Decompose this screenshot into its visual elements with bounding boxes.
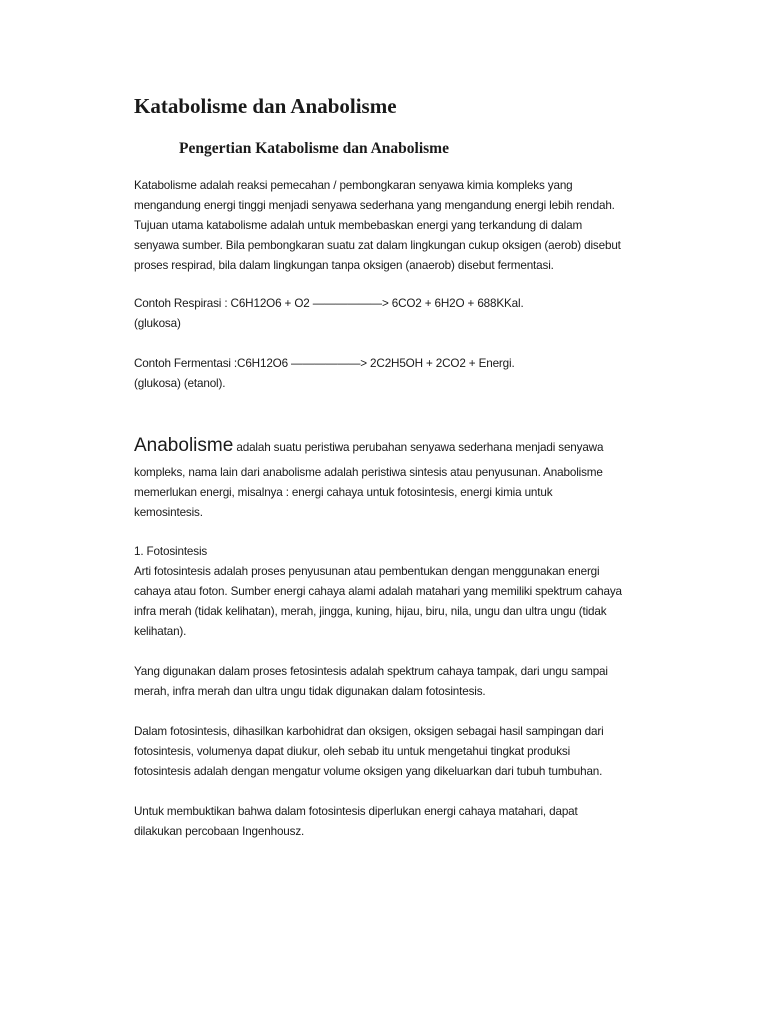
anabolisme-first-line — [134, 431, 654, 463]
anabolisme-paragraph — [134, 431, 654, 523]
ingenhousz-paragraph — [134, 802, 654, 842]
text-line: fotosintesis adalah dengan mengatur volume oksigen yang dikeluarkan dari tubuh tumbuhan. — [134, 765, 603, 778]
section-subtitle: Pengertian Katabolisme dan Anabolisme — [179, 140, 449, 157]
anabolisme-heading-word: Anabolisme — [134, 435, 234, 456]
fermentasi-equation: Contoh Fermentasi :C6H12O6 ——————> 2C2H5OH + 2CO2 + Energi. — [134, 357, 515, 370]
text-line: proses respirad, bila dalam lingkungan tanpa oksigen (anaerob) disebut fermentasi. — [134, 259, 554, 272]
text-line: infra merah (tidak kelihatan), merah, jingga, kuning, hijau, biru, nila, ungu dan ultra ungu (tidak — [134, 605, 607, 618]
fermentasi-label: (glukosa) (etanol). — [134, 377, 226, 390]
text-line: Arti fotosintesis adalah proses penyusunan atau pembentukan dengan menggunakan energi — [134, 565, 600, 578]
text-line: memerlukan energi, misalnya : energi cahaya untuk fotosintesis, energi kimia untuk — [134, 486, 553, 499]
text-line: kelihatan). — [134, 625, 187, 638]
text-line: Dalam fotosintesis, dihasilkan karbohidrat dan oksigen, oksigen sebagai hasil sampingan dari — [134, 725, 604, 738]
katabolisme-paragraph — [134, 176, 654, 276]
text-line: mengandung energi tinggi menjadi senyawa sederhana yang mengandung energi lebih rendah. — [134, 199, 615, 212]
text-line: kemosintesis. — [134, 506, 203, 519]
respirasi-equation: Contoh Respirasi : C6H12O6 + O2 ——————> 6CO2 + 6H2O + 688KKal. — [134, 297, 524, 310]
text-line: merah, infra merah dan ultra ungu tidak digunakan dalam fotosintesis. — [134, 685, 486, 698]
text-line: Untuk membuktikan bahwa dalam fotosintesis diperlukan energi cahaya matahari, dapat — [134, 805, 578, 818]
text-line: kompleks, nama lain dari anabolisme adalah peristiwa sintesis atau penyusunan. Anabolisme — [134, 466, 603, 479]
text-line: Katabolisme adalah reaksi pemecahan / pembongkaran senyawa kimia kompleks yang — [134, 179, 573, 192]
text-line: senyawa sumber. Bila pembongkaran suatu zat dalam lingkungan cukup oksigen (aerob) disebut — [134, 239, 621, 252]
spektrum-paragraph — [134, 662, 654, 702]
text-line: Tujuan utama katabolisme adalah untuk membebaskan energi yang terkandung di dalam — [134, 219, 583, 232]
karbohidrat-paragraph — [134, 722, 654, 782]
respirasi-example — [134, 294, 654, 334]
fermentasi-example — [134, 354, 654, 394]
text-line: fotosintesis, volumenya dapat diukur, oleh sebab itu untuk mengetahui tingkat produksi — [134, 745, 571, 758]
text-line: dilakukan percobaan Ingenhousz. — [134, 825, 305, 838]
page-title: Katabolisme dan Anabolisme — [134, 94, 397, 118]
fotosintesis-heading: 1. Fotosintesis — [134, 545, 208, 558]
respirasi-label: (glukosa) — [134, 317, 181, 330]
fotosintesis-section — [134, 542, 654, 642]
text-line: Yang digunakan dalam proses fetosintesis adalah spektrum cahaya tampak, dari ungu sampai — [134, 665, 608, 678]
anabolisme-first-line-text: adalah suatu peristiwa perubahan senyawa sederhana menjadi senyawa — [233, 441, 604, 454]
text-line: cahaya atau foton. Sumber energi cahaya alami adalah matahari yang memiliki spektrum cahaya — [134, 585, 622, 598]
